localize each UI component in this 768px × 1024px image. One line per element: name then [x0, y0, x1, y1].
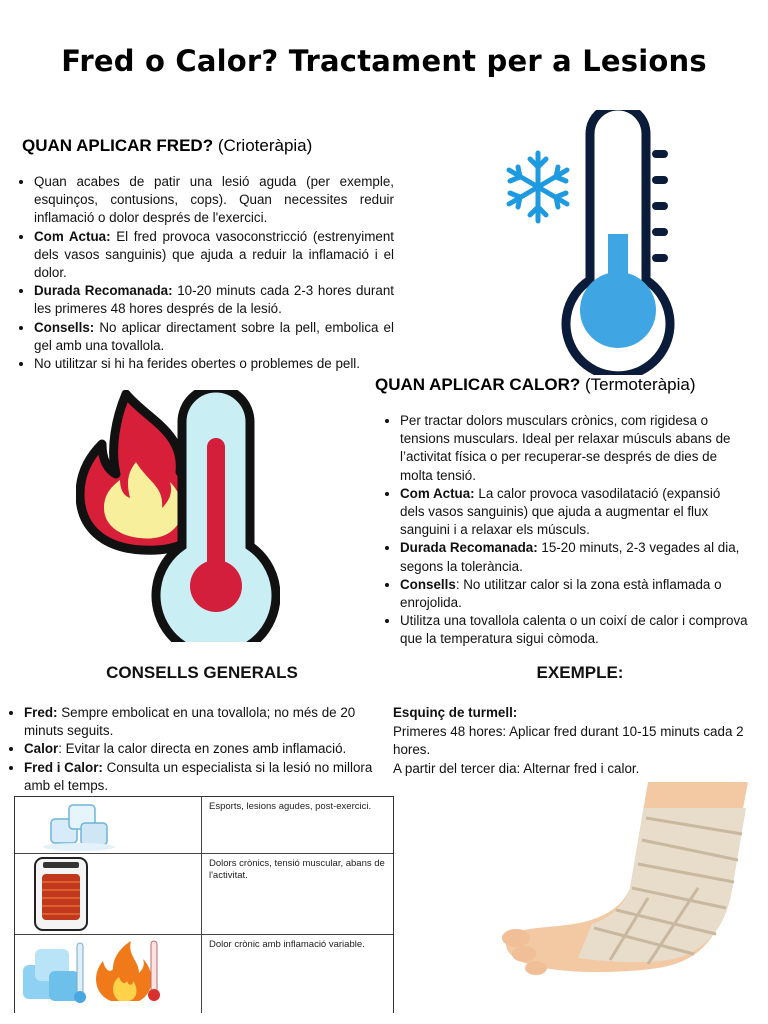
heat-heading-bold: QUAN APLICAR CALOR?: [375, 375, 581, 394]
heater-image: [15, 854, 202, 934]
general-item-2: • Calor: Evitar la calor directa en zones amb inflamació.: [24, 740, 388, 758]
table-row: [15, 935, 393, 1013]
cold-item-2: • Com Actua: El fred provoca vasoconstricció (estrenyiment dels vasos sanguinis) que ajuda a reduir la inflamació i el dolor.: [34, 228, 394, 283]
thermometer-flame-icon: [76, 390, 280, 642]
cold-heading-rest: (Crioteràpia): [213, 136, 313, 155]
table-cell-text: Dolors crònics, tensió muscular, abans de l'activitat.: [209, 858, 385, 881]
cold-item-1: • Quan acabes de patir una lesió aguda (per exemple, esquinços, contusions, cops). Quan necessites reduir inflamació o dolor després de l'exercici.: [34, 173, 394, 228]
table-row: [15, 797, 393, 854]
treatment-table: [14, 796, 394, 1013]
cold-list: [12, 173, 394, 373]
ice-and-fire-image: [15, 935, 202, 1013]
example-line-2: A partir del tercer dia: Alternar fred i calor.: [393, 760, 640, 776]
general-list: [2, 704, 388, 795]
table-row: [15, 854, 393, 935]
general-heading: CONSELLS GENERALS: [106, 663, 298, 682]
example-block: [393, 704, 763, 778]
table-cell-text: Esports, lesions agudes, post-exercici.: [209, 801, 372, 812]
heat-heading-rest: (Termoteràpia): [580, 375, 696, 394]
cold-item-5: • No utilitzar si hi ha ferides obertes o problemes de pell.: [34, 355, 394, 373]
cold-item-4: • Consells: No aplicar directament sobre la pell, embolica el gel amb una tovallola.: [34, 319, 394, 355]
heat-item-3: • Durada Recomanada: 15-20 minuts, 2-3 vegades al dia, segons la tolerància.: [400, 539, 748, 575]
heat-item-2: • Com Actua: La calor provoca vasodilatació (expansió dels vasos sanguinis) que ajuda a augmentar el flux sanguini i a relaxar els músculs.: [400, 485, 748, 540]
example-line-1: Primeres 48 hores: Aplicar fred durant 10-15 minuts cada 2 hores.: [393, 723, 744, 758]
cold-heading-bold: QUAN APLICAR FRED?: [22, 136, 214, 155]
heat-list: [378, 412, 748, 649]
thermometer-snowflake-icon: [496, 110, 676, 375]
example-subtitle: Esquinç de turmell:: [393, 705, 518, 720]
table-cell-text: Dolor crònic amb inflamació variable.: [209, 939, 365, 950]
heat-item-4: • Consells: No utilitzar calor si la zona està inflamada o enrojolida.: [400, 576, 748, 612]
heat-item-5: • Utilitza una tovallola calenta o un coixí de calor i comprova que la temperatura sigui còmoda.: [400, 612, 748, 648]
page-title: Fred o Calor? Tractament per a Lesions: [61, 44, 707, 78]
ice-cubes-image: [15, 797, 202, 853]
general-item-1: • Fred: Sempre embolicat en una tovallola; no més de 20 minuts seguits.: [24, 704, 388, 740]
example-heading: EXEMPLE:: [536, 663, 624, 682]
bandaged-ankle-image: [498, 778, 754, 982]
heat-heading: [375, 375, 696, 395]
cold-heading: [22, 136, 312, 156]
cold-item-3: • Durada Recomanada: 10-20 minuts cada 2-3 hores durant les primeres 48 hores després de la lesió.: [34, 282, 394, 318]
general-item-3: • Fred i Calor: Consulta un especialista si la lesió no millora amb el temps.: [24, 759, 388, 795]
heat-item-1: • Per tractar dolors musculars crònics, com rigidesa o tensions musculars. Ideal per relaxar músculs abans de l’activitat física o per recuperar-se després de dies de molta tensió.: [400, 412, 748, 485]
